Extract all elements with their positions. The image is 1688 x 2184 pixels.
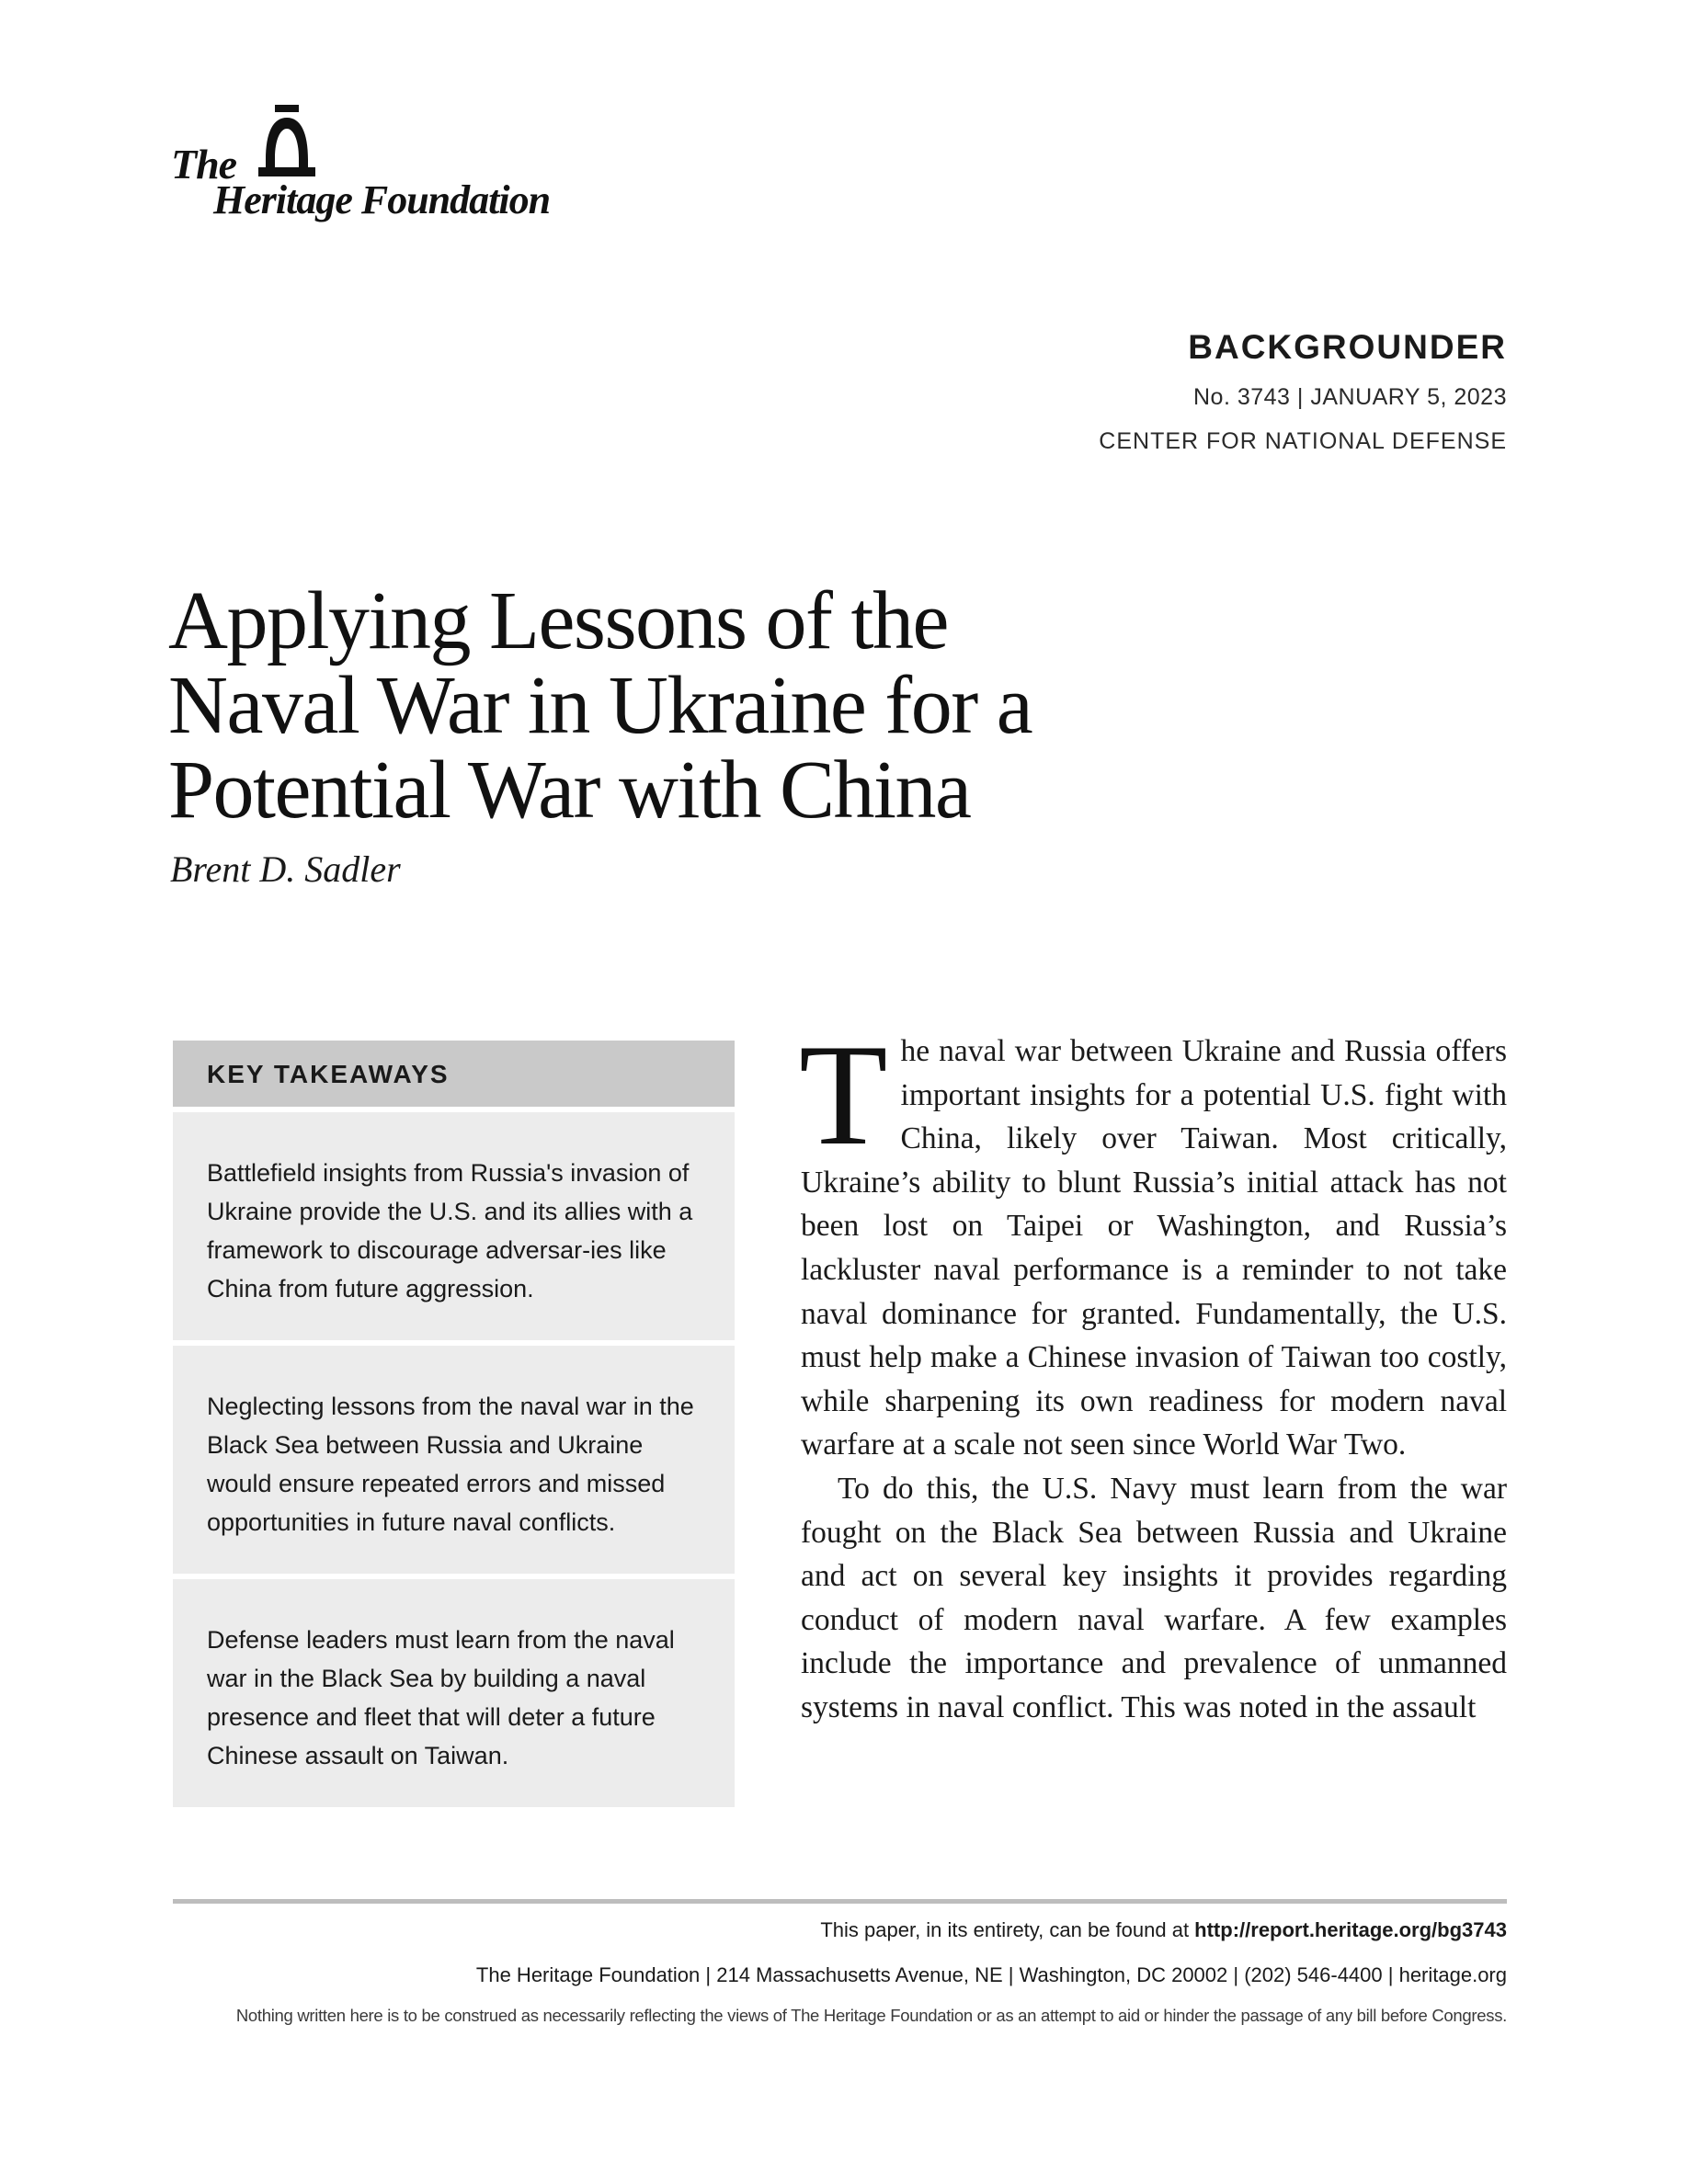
page-title — [168, 575, 1180, 836]
document-type: BACKGROUNDER — [1188, 328, 1507, 366]
footer-report-link-line — [820, 1918, 1507, 1942]
heritage-logo — [171, 101, 585, 225]
document-number-date: No. 3743 | JANUARY 5, 2023 — [1193, 384, 1507, 410]
title-line-1: Applying Lessons of the — [168, 575, 948, 666]
takeaway-item-2: Neglecting lessons from the naval war in the Black Sea between Russia and Ukraine would ensure repeated errors and missed opportunities in future naval conflicts. — [173, 1346, 735, 1574]
footer-link-prefix: This paper, in its entirety, can be found at — [820, 1918, 1195, 1941]
footer-address: The Heritage Foundation | 214 Massachusetts Avenue, NE | Washington, DC 20002 | (202) 546-4400 | heritage.org — [475, 1963, 1507, 1986]
document-center: CENTER FOR NATIONAL DEFENSE — [1099, 428, 1507, 454]
title-line-2: Naval War in Ukraine for a — [168, 660, 1032, 751]
body-paragraph-1 — [799, 1015, 1507, 1467]
footer-divider — [173, 1899, 1507, 1904]
title-line-3: Potential War with China — [168, 745, 971, 836]
logo-the: The — [171, 141, 237, 188]
body-paragraph-1-text: he naval war between Ukraine and Russia offers important insights for a potential U.S. fight with China, likely over Taiwan. Most critically, Ukraine’s ability to blunt Russia’s initial attack has not been lost on Taipei or Washington, and Russia’s lackluster naval performance is a reminder to not take naval dominance for granted. Fundamentally, the U.S. must help make a Chinese invasion of Taiwan too costly, while sharpening its own readiness for modern naval warfare at a scale not seen since World War Two. — [801, 1034, 1507, 1462]
logo-name: Heritage Foundation — [213, 177, 551, 222]
liberty-bell-icon — [258, 105, 315, 176]
takeaway-item-3: Defense leaders must learn from the naval war in the Black Sea by building a naval presence and fleet that will deter a future Chinese assault on Taiwan. — [173, 1579, 735, 1807]
drop-cap: T — [799, 1015, 888, 1176]
body-text — [799, 1015, 1507, 1730]
report-url-link[interactable]: http://report.heritage.org/bg3743 — [1194, 1918, 1507, 1941]
body-paragraph-2: To do this, the U.S. Navy must learn from the war fought on the Black Sea between Russia and Ukraine and act on several key insights it provides regarding conduct of modern naval warfare. A few examples include the importance and prevalence of unmanned systems in naval conflict. This was noted in the assault — [801, 1471, 1507, 1724]
key-takeaways-box — [173, 1041, 735, 1807]
footer-disclaimer: Nothing written here is to be construed as necessarily reflecting the views of The Heritage Foundation or as an attempt to aid or hinder the passage of any bill before Congress. — [235, 2006, 1507, 2025]
takeaway-item-1: Battlefield insights from Russia's invasion of Ukraine provide the U.S. and its allies with a framework to discourage adversar-ies like China from future aggression. — [173, 1112, 735, 1340]
author-name: Brent D. Sadler — [170, 848, 401, 890]
key-takeaways-heading: KEY TAKEAWAYS — [173, 1041, 735, 1107]
